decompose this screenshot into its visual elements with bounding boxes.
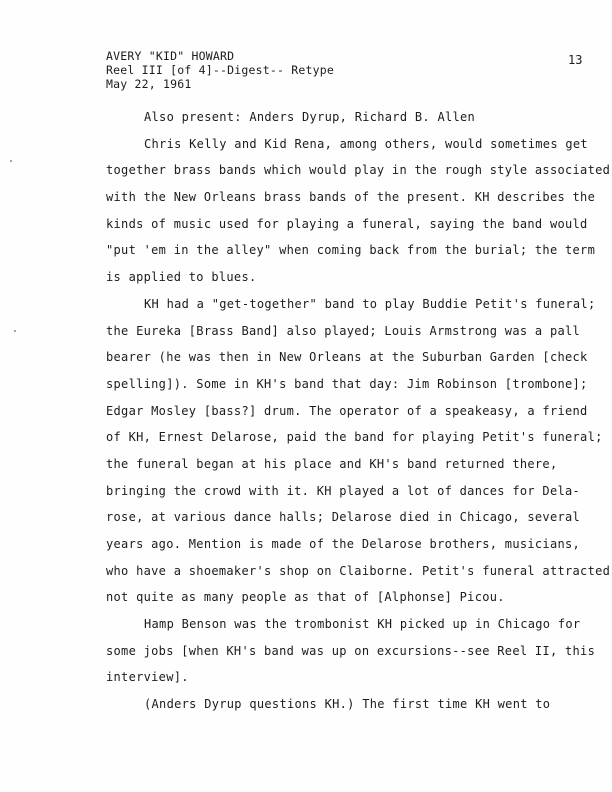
transcript-line: bringing the crowd with it. KH played a lot of dances for Dela- <box>106 483 581 498</box>
transcript-line: interview]. <box>106 670 189 685</box>
transcript-line: is applied to blues. <box>106 270 257 285</box>
header-reel-info: Reel III [of 4]--Digest-- Retype <box>106 63 334 77</box>
transcript-line: who have a shoemaker's shop on Claiborne. Petit's funeral attracted <box>106 563 611 578</box>
scan-speck <box>14 330 16 332</box>
transcript-line: "put 'em in the alley" when coming back from the burial; the term <box>106 243 596 258</box>
scan-speck <box>10 160 12 162</box>
transcript-line: Also present: Anders Dyrup, Richard B. Allen <box>144 110 476 124</box>
transcript-line: of KH, Ernest Delarose, paid the band for playing Petit's funeral; <box>106 430 603 445</box>
transcript-line: spelling]). Some in KH's band that day: Jim Robinson [trombone]; <box>106 376 588 391</box>
document-header <box>106 49 334 91</box>
transcript-body <box>106 104 611 718</box>
transcript-line: with the New Orleans brass bands of the present. KH describes the <box>106 190 596 205</box>
transcript-line: Chris Kelly and Kid Rena, among others, would sometimes get <box>144 136 588 151</box>
transcript-line: bearer (he was then in New Orleans at the Suburban Garden [check <box>106 350 588 365</box>
transcript-line: KH had a "get-together" band to play Buddie Petit's funeral; <box>144 296 596 311</box>
transcript-line: Hamp Benson was the trombonist KH picked up in Chicago for <box>144 617 581 632</box>
transcript-line: the funeral began at his place and KH's band returned there, <box>106 456 558 471</box>
transcript-line: years ago. Mention is made of the Delarose brothers, musicians, <box>106 537 581 551</box>
page-number: 13 <box>568 53 583 67</box>
header-subject-name: AVERY "KID" HOWARD <box>106 49 235 63</box>
transcript-line: the Eureka [Brass Band] also played; Louis Armstrong was a pall <box>106 323 581 338</box>
transcript-line: (Anders Dyrup questions KH.) The first time KH went to <box>144 697 551 712</box>
transcript-line: not quite as many people as that of [Alphonse] Picou. <box>106 590 505 605</box>
transcript-line: some jobs [when KH's band was up on excursions--see Reel II, this <box>106 643 596 658</box>
transcript-line: kinds of music used for playing a funeral, saying the band would <box>106 216 588 231</box>
transcript-line: rose, at various dance halls; Delarose died in Chicago, several <box>106 510 581 525</box>
header-date: May 22, 1961 <box>106 77 192 91</box>
transcript-line: Edgar Mosley [bass?] drum. The operator of a speakeasy, a friend <box>106 403 588 418</box>
transcript-line: together brass bands which would play in the rough style associated <box>106 163 611 178</box>
